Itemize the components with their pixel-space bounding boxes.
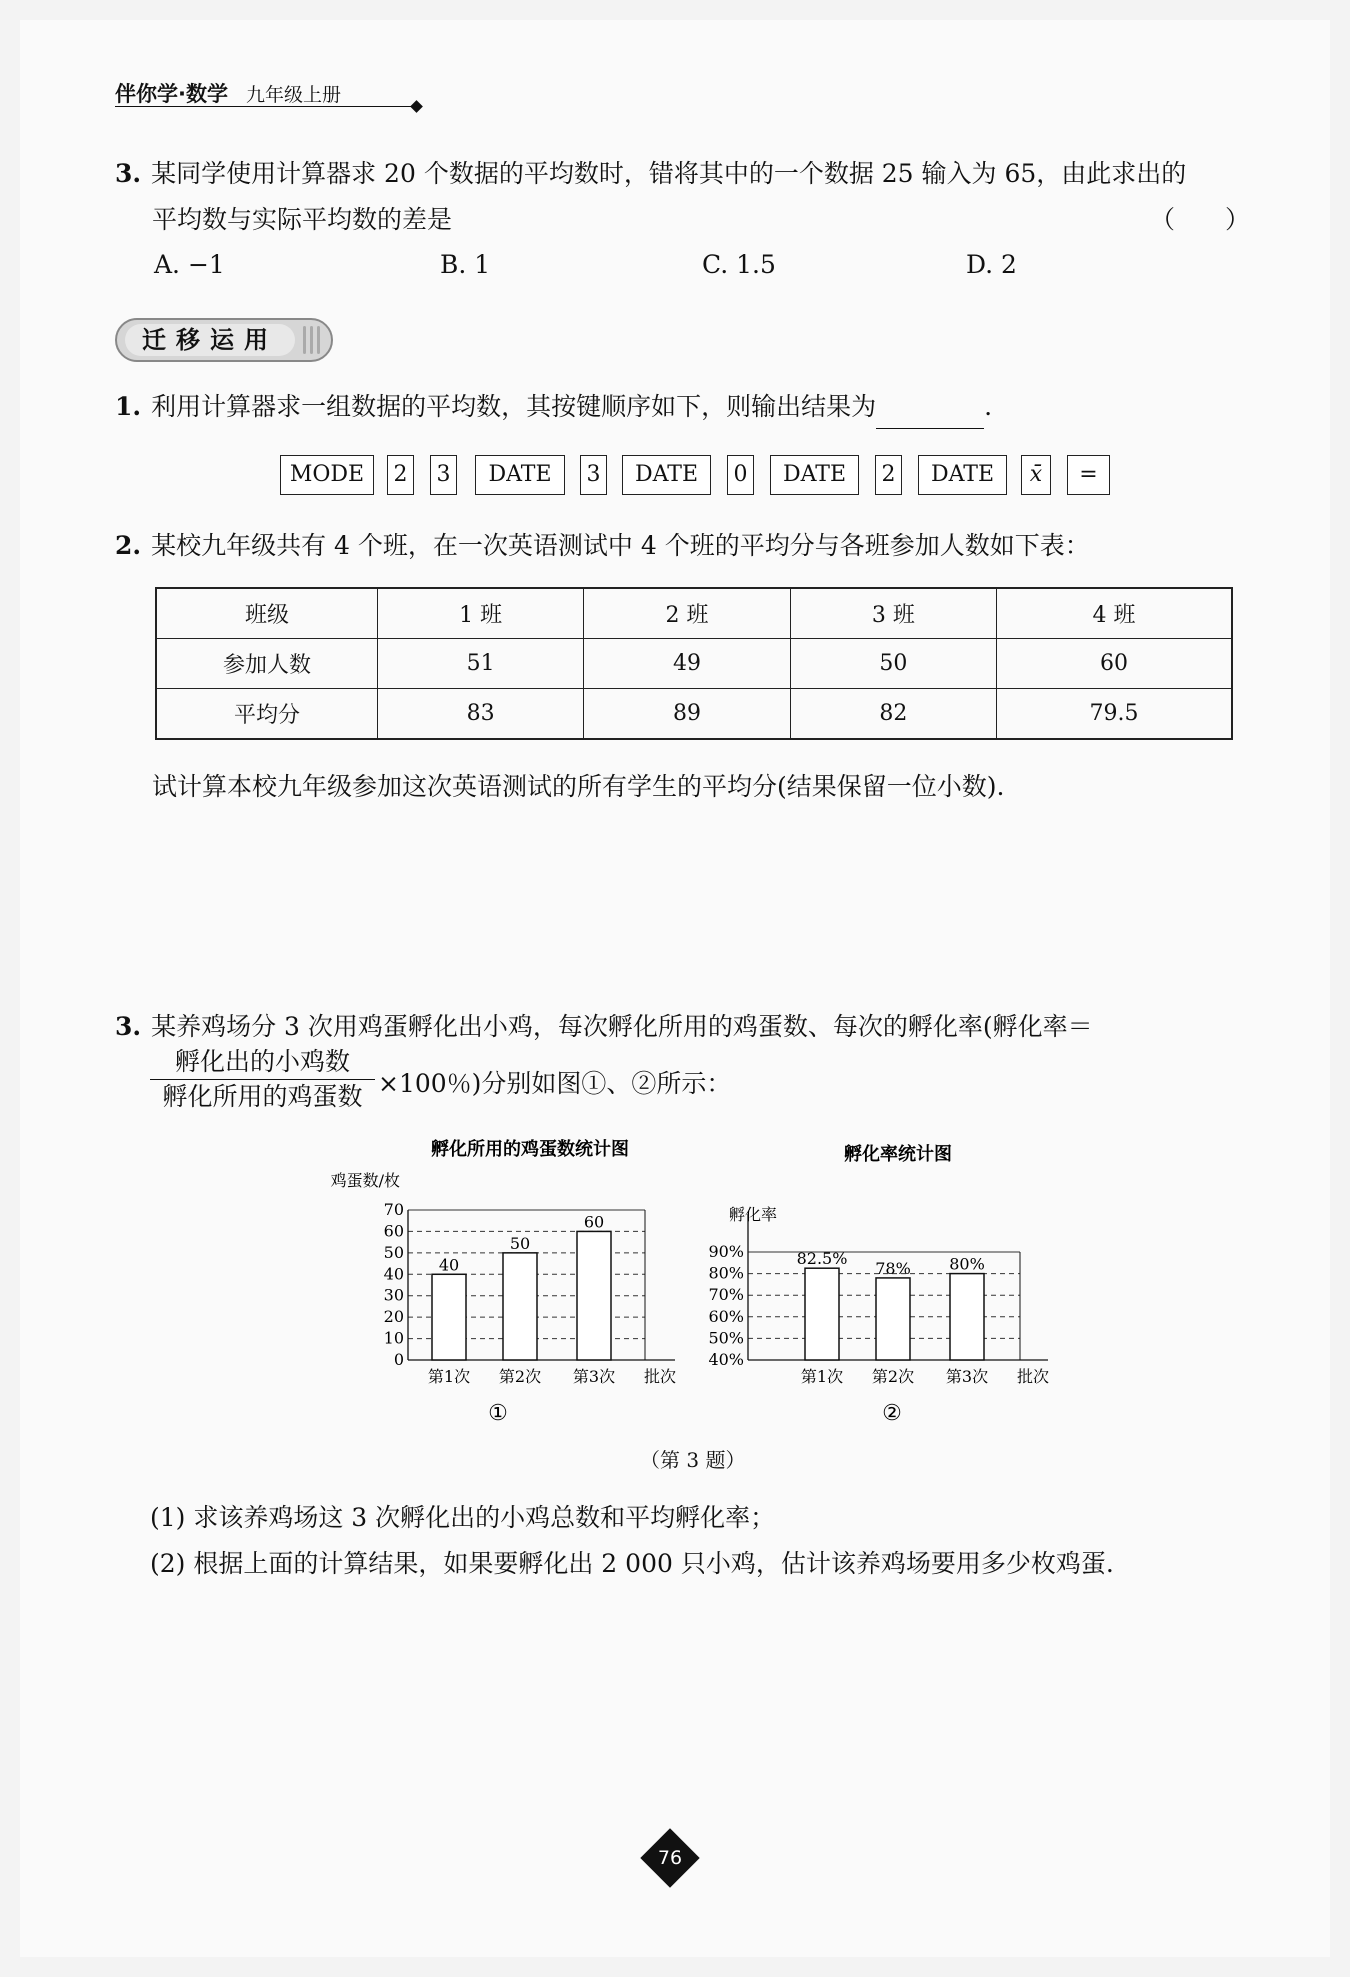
table-cell: 1 班 [378, 588, 584, 639]
y-tick-label: 50 [383, 1242, 404, 1262]
y-tick-label: 70% [708, 1285, 744, 1305]
subquestion-2: (2) 根据上面的计算结果，如果要孵化出 2 000 只小鸡，估计该养鸡场要用多少枚鸡蛋. [150, 1549, 1114, 1578]
problem-2-ask: 试计算本校九年级参加这次英语测试的所有学生的平均分(结果保留一位小数). [152, 772, 1005, 801]
running-header [115, 78, 341, 108]
data-label: 78% [875, 1258, 911, 1278]
table-cell: 51 [378, 639, 584, 689]
question-3-line2: 平均数与实际平均数的差是 [152, 205, 453, 234]
bar [577, 1231, 611, 1360]
problem-number: 1. [115, 392, 142, 421]
fraction-numerator: 孵化出的小鸡数 [150, 1045, 375, 1080]
problem-2 [115, 524, 1090, 568]
table-row [156, 689, 1232, 740]
charts-figure [0, 1130, 1350, 1480]
key-date: DATE [622, 455, 711, 495]
figure-marker: ② [882, 1401, 902, 1426]
y-tick-label: 90% [708, 1242, 744, 1261]
option-a: A. −1 [154, 250, 225, 279]
question-number: 3. [115, 159, 142, 188]
data-label: 82.5% [796, 1249, 848, 1269]
banner-ridge [317, 326, 320, 354]
y-tick-label: 60% [708, 1306, 744, 1326]
y-axis-label: 孵化率 [728, 1205, 777, 1224]
key-mode: MODE [280, 455, 374, 495]
bar [432, 1274, 466, 1360]
figure-caption: （第 3 题） [640, 1448, 746, 1472]
option-c: C. 1.5 [702, 250, 776, 279]
book-subtitle: 九年级上册 [245, 84, 341, 106]
data-label: 80% [949, 1254, 985, 1274]
option-b: B. 1 [440, 250, 491, 279]
x-tick-label: 第2次 [871, 1367, 915, 1386]
table-cell: 班级 [156, 588, 378, 639]
y-tick-label: 10 [383, 1328, 404, 1348]
y-tick-label: 70 [383, 1200, 404, 1219]
bar [503, 1253, 537, 1360]
problem-3 [115, 1005, 1093, 1049]
problem-3-line1: 某养鸡场分 3 次用鸡蛋孵化出小鸡，每次孵化所用的鸡蛋数、每次的孵化率(孵化率＝ [151, 1012, 1093, 1041]
problem-3-line2: ×100％)分别如图①、②所示： [378, 1069, 732, 1098]
figure-marker: ① [488, 1401, 508, 1426]
problem-number: 3. [115, 1012, 142, 1041]
page [20, 20, 1330, 1957]
fraction-denominator: 孵化所用的鸡蛋数 [162, 1082, 363, 1111]
x-axis-label: 批次 [1016, 1367, 1050, 1386]
key-date: DATE [770, 455, 859, 495]
x-tick-label: 第1次 [427, 1367, 471, 1386]
class-score-table [155, 587, 1233, 740]
problem-1-text: 利用计算器求一组数据的平均数，其按键顺序如下，则输出结果为 [151, 392, 877, 421]
header-rule [115, 106, 420, 107]
data-label: 40 [438, 1255, 460, 1275]
x-tick-label: 第1次 [800, 1367, 844, 1386]
key-3: 3 [580, 455, 607, 495]
table-cell: 89 [584, 689, 790, 740]
book-title: 伴你学·数学 [115, 82, 228, 106]
table-cell: 3 班 [790, 588, 996, 639]
table-cell: 2 班 [584, 588, 790, 639]
data-label: 60 [583, 1212, 605, 1232]
key-2: 2 [875, 455, 902, 495]
banner-ridge [310, 326, 313, 354]
table-cell: 参加人数 [156, 639, 378, 689]
key-equals: = [1067, 455, 1110, 495]
data-label: 50 [509, 1233, 531, 1253]
answer-blank[interactable] [876, 398, 984, 429]
table-cell: 60 [997, 639, 1232, 689]
problem-1 [115, 385, 992, 429]
option-d: D. 2 [966, 250, 1017, 279]
question-3-top [115, 152, 1186, 196]
problem-1-tail: . [984, 392, 993, 421]
bar [950, 1274, 984, 1360]
section-banner [115, 318, 333, 362]
key-date: DATE [918, 455, 1007, 495]
x-tick-label: 第3次 [945, 1367, 989, 1386]
section-title: 迁移运用 [125, 324, 295, 356]
table-row [156, 639, 1232, 689]
table-header-row [156, 588, 1232, 639]
y-axis-label: 鸡蛋数/枚 [330, 1171, 400, 1190]
x-tick-label: 第3次 [572, 1367, 616, 1386]
table-cell: 49 [584, 639, 790, 689]
x-tick-label: 第2次 [498, 1367, 542, 1386]
bar [876, 1278, 910, 1360]
bar [805, 1268, 839, 1360]
y-tick-label: 40% [708, 1350, 744, 1369]
key-date: DATE [475, 455, 565, 495]
table-cell: 83 [378, 689, 584, 740]
x-axis-label: 批次 [643, 1367, 677, 1386]
y-tick-label: 30 [383, 1285, 404, 1305]
y-tick-label: 40 [383, 1264, 404, 1284]
chart-title: 孵化所用的鸡蛋数统计图 [431, 1139, 629, 1160]
subquestion-1: (1) 求该养鸡场这 3 次孵化出的小鸡总数和平均孵化率； [150, 1503, 776, 1532]
chart-title: 孵化率统计图 [844, 1144, 952, 1165]
table-cell: 4 班 [997, 588, 1232, 639]
problem-2-text: 某校九年级共有 4 个班，在一次英语测试中 4 个班的平均分与各班参加人数如下表： [151, 531, 1090, 560]
y-tick-label: 80% [708, 1263, 744, 1283]
table-cell: 82 [790, 689, 996, 740]
y-tick-label: 0 [393, 1350, 404, 1369]
question-text-line1: 某同学使用计算器求 20 个数据的平均数时，错将其中的一个数据 25 输入为 65，由此求出的 [151, 159, 1187, 188]
table-cell: 79.5 [997, 689, 1232, 740]
key-2: 2 [387, 455, 414, 495]
y-tick-label: 20 [383, 1307, 404, 1327]
y-tick-label: 50% [708, 1328, 744, 1348]
key-0: 0 [727, 455, 754, 495]
banner-ridge [303, 326, 306, 354]
problem-number: 2. [115, 531, 142, 560]
key-mean: x̄ [1021, 455, 1051, 495]
table-cell: 平均分 [156, 689, 378, 740]
table-cell: 50 [790, 639, 996, 689]
hatch-rate-fraction [150, 1045, 375, 1114]
y-tick-label: 60 [383, 1221, 404, 1241]
page-number: 76 [657, 1847, 683, 1869]
key-3: 3 [430, 455, 457, 495]
answer-paren: （ ） [1150, 205, 1251, 234]
